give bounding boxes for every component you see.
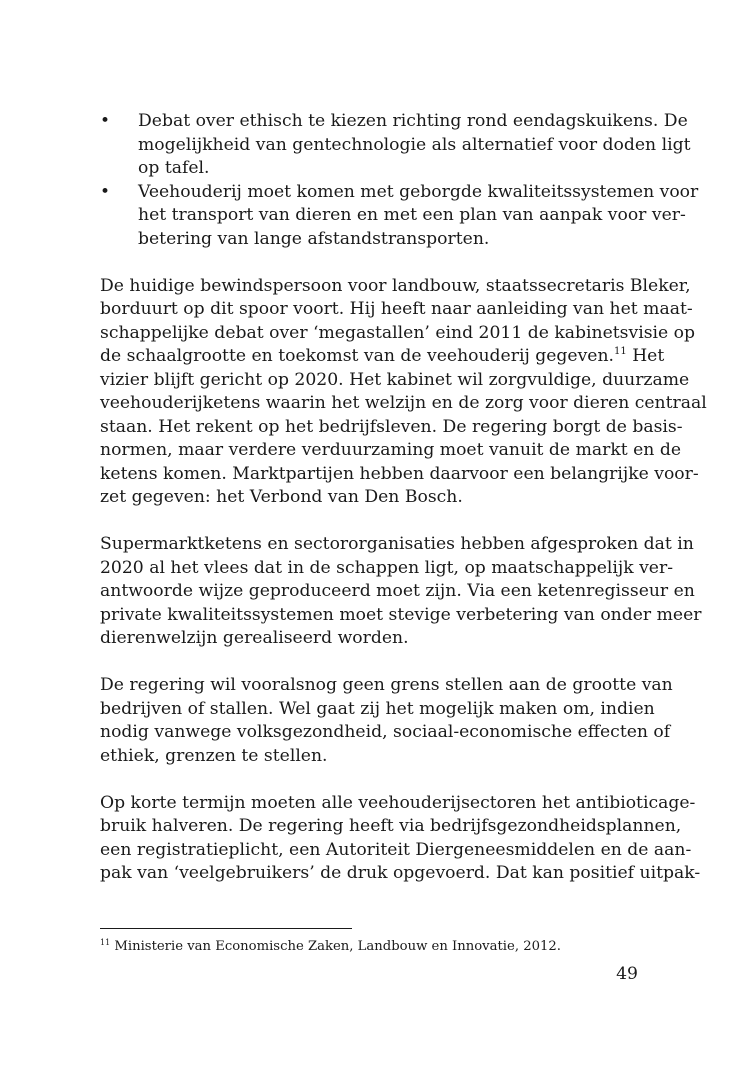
text-line: bedrijven of stallen. Wel gaat zij het mogelijk maken om, indien — [100, 698, 655, 719]
text-line: mogelijkheid van gentechnologie als alternatief voor doden ligt — [138, 134, 691, 155]
bullet-item — [100, 181, 699, 252]
paragraph — [100, 275, 707, 510]
bullet-icon: • — [100, 181, 111, 202]
bullet-item — [100, 110, 691, 181]
text-line: zet gegeven: het Verbond van Den Bosch. — [100, 487, 463, 507]
text-line: normen, maar verdere verduurzaming moet vanuit de markt en de — [100, 440, 681, 460]
text-line: bruik halveren. De regering heeft via bedrijfsgezondheidsplannen, — [100, 816, 682, 836]
text-line: staan. Het rekent op het bedrijfsleven. De regering borgt de basis- — [100, 416, 683, 437]
text-line: Veehouderij moet komen met geborgde kwaliteitssystemen voor — [138, 181, 699, 202]
text-line: veehouderijketens waarin het welzijn en de zorg voor dieren centraal — [100, 393, 707, 413]
text-line: borduurt op dit spoor voort. Hij heeft naar aanleiding van het maat- — [100, 299, 693, 319]
footnote-text: Ministerie van Economische Zaken, Landbouw en Innovatie, 2012. — [110, 939, 561, 954]
text-line: De huidige bewindspersoon voor landbouw, staatssecretaris Bleker, — [100, 275, 691, 296]
footnote-number: 11 — [100, 938, 111, 947]
footnote — [100, 938, 561, 956]
text-line: Debat over ethisch te kiezen richting rond eendagskuikens. De — [138, 111, 688, 131]
text-line: het transport van dieren en met een plan van aanpak voor ver- — [138, 205, 686, 225]
text-line: schappelijke debat over ‘megastallen’ eind 2011 de kabinetsvisie op — [100, 322, 696, 343]
paragraph — [100, 674, 673, 768]
text-line: De regering wil vooralsnog geen grens stellen aan de grootte van — [100, 675, 673, 695]
footnote-divider — [100, 928, 352, 929]
text-line: op tafel. — [138, 158, 210, 178]
text-segment: Het — [626, 346, 665, 366]
text-line: een registratieplicht, een Autoriteit Diergeneesmiddelen en de aan- — [100, 839, 692, 860]
bullet-list — [100, 110, 699, 251]
text-line: ketens komen. Marktpartijen hebben daarvoor een belangrijke voor- — [100, 463, 699, 484]
page-body — [100, 110, 707, 886]
footnote-reference: 11 — [614, 346, 627, 357]
text-line: 2020 al het vlees dat in de schappen ligt, op maatschappelijk ver- — [100, 557, 674, 578]
text-line: Op korte termijn moeten alle veehouderijsectoren het antibioticage- — [100, 792, 696, 813]
text-line: private kwaliteitssystemen moet stevige verbetering van onder meer — [100, 604, 702, 625]
text-line: nodig vanwege volksgezondheid, sociaal-economische effecten of — [100, 722, 671, 742]
page-number: 49 — [616, 964, 638, 984]
text-line: ethiek, grenzen te stellen. — [100, 745, 328, 766]
paragraph — [100, 792, 701, 886]
text-line: vizier blijft gericht op 2020. Het kabinet wil zorgvuldige, duurzame — [100, 369, 690, 390]
bullet-icon: • — [100, 111, 111, 131]
text-line — [100, 345, 665, 369]
text-line: antwoorde wijze geproduceerd moet zijn. Via een ketenregisseur en — [100, 581, 695, 601]
text-line: betering van lange afstandstransporten. — [138, 228, 490, 249]
paragraph — [100, 533, 702, 651]
text-line: pak van ‘veelgebruikers’ de druk opgevoerd. Dat kan positief uitpak- — [100, 863, 701, 883]
text-line: Supermarktketens en sectororganisaties hebben afgesproken dat in — [100, 534, 694, 554]
text-line: dierenwelzijn gerealiseerd worden. — [100, 628, 409, 648]
text-segment: de schaalgrootte en toekomst van de veehouderij gegeven. — [100, 346, 614, 366]
